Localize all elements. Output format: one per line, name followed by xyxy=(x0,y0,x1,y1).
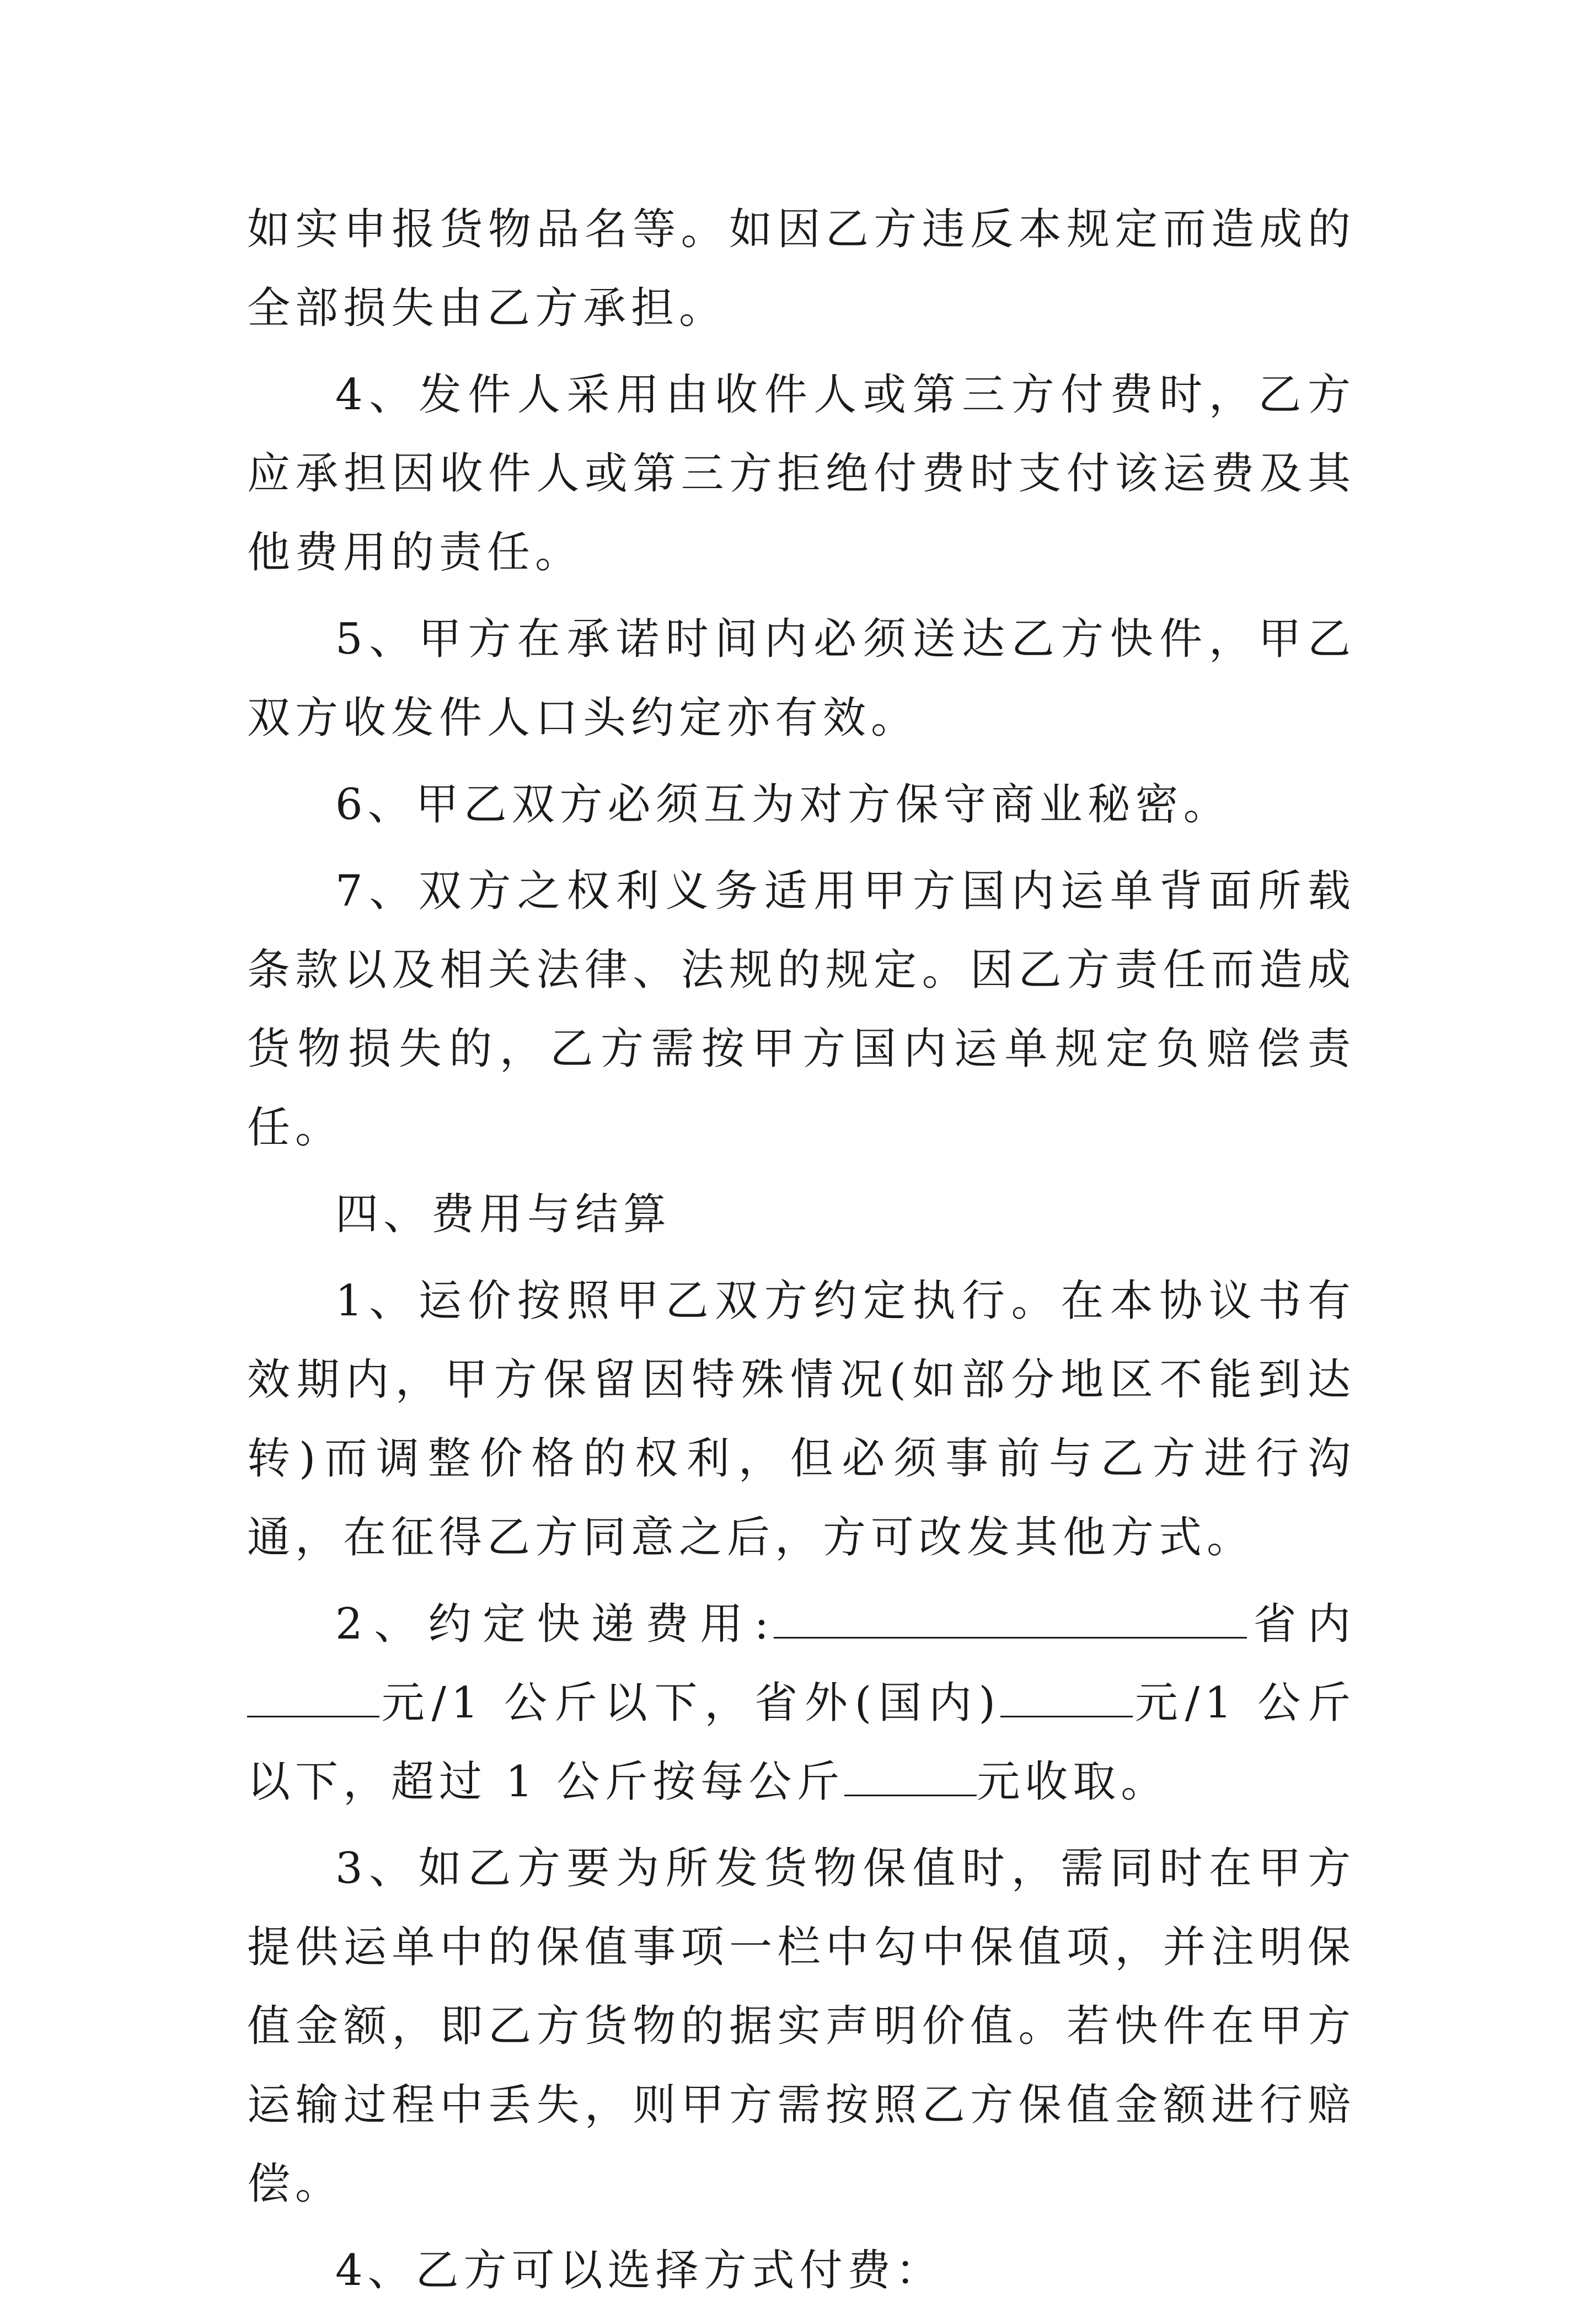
fee-charge-suffix: 元收取。 xyxy=(977,1757,1169,1807)
paragraph-clause-6-confidentiality: 6、甲乙双方必须互为对方保守商业秘密。 xyxy=(335,780,1231,829)
fee-within-province-label: 省内 xyxy=(1246,1599,1356,1649)
fee-unit-label: 元/1 公斤以下，省外(国内) xyxy=(379,1678,1001,1728)
paragraph-fee-clause-4: 4、乙方可以选择方式付费： xyxy=(335,2246,944,2295)
paragraph-clause-4-payment: 4、发件人采用由收件人或第三方付费时，乙方应承担因收件人或第三方拒绝付费时支付该运费及其他费用的责任。 xyxy=(247,370,1356,577)
paragraph-fee-clause-2 xyxy=(247,1585,1356,1822)
blank-fill-line xyxy=(1000,1677,1133,1717)
fee-unit-label-2: 元/1 公斤以下，超过 1 公斤按每公斤 xyxy=(247,1678,1356,1807)
paragraph-continuation: 如实申报货物品名等。如因乙方违反本规定而造成的全部损失由乙方承担。 xyxy=(247,205,1356,333)
section-heading-fees: 四、费用与结算 xyxy=(335,1190,672,1239)
paragraph-fee-clause-3: 3、如乙方要为所发货物保值时，需同时在甲方提供运单中的保值事项一栏中勾中保值项，并注明保值金额，即乙方货物的据实声明价值。若快件在甲方运输过程中丢失，则甲方需按照乙方保值金额进行赔偿。 xyxy=(247,1844,1356,2209)
paragraph-clause-7-rights: 7、双方之权利义务适用甲方国内运单背面所载条款以及相关法律、法规的规定。因乙方责任而造成货物损失的，乙方需按甲方国内运单规定负赔偿责任。 xyxy=(247,866,1356,1153)
paragraph-clause-5-delivery: 5、甲方在承诺时间内必须送达乙方快件，甲乙双方收发件人口头约定亦有效。 xyxy=(247,614,1356,743)
blank-fill-line xyxy=(247,1677,379,1717)
fee-clause-prefix: 2、约定快递费用: xyxy=(335,1599,774,1649)
paragraph-fee-clause-1: 1、运价按照甲乙双方约定执行。在本协议书有效期内，甲方保留因特殊情况(如部分地区不能到达转)而调整价格的权利，但必须事前与乙方进行沟通，在征得乙方同意之后，方可改发其他方式。 xyxy=(247,1276,1356,1562)
blank-fill-line xyxy=(774,1598,1247,1639)
blank-fill-line xyxy=(844,1756,977,1796)
document-body xyxy=(247,190,1356,2318)
